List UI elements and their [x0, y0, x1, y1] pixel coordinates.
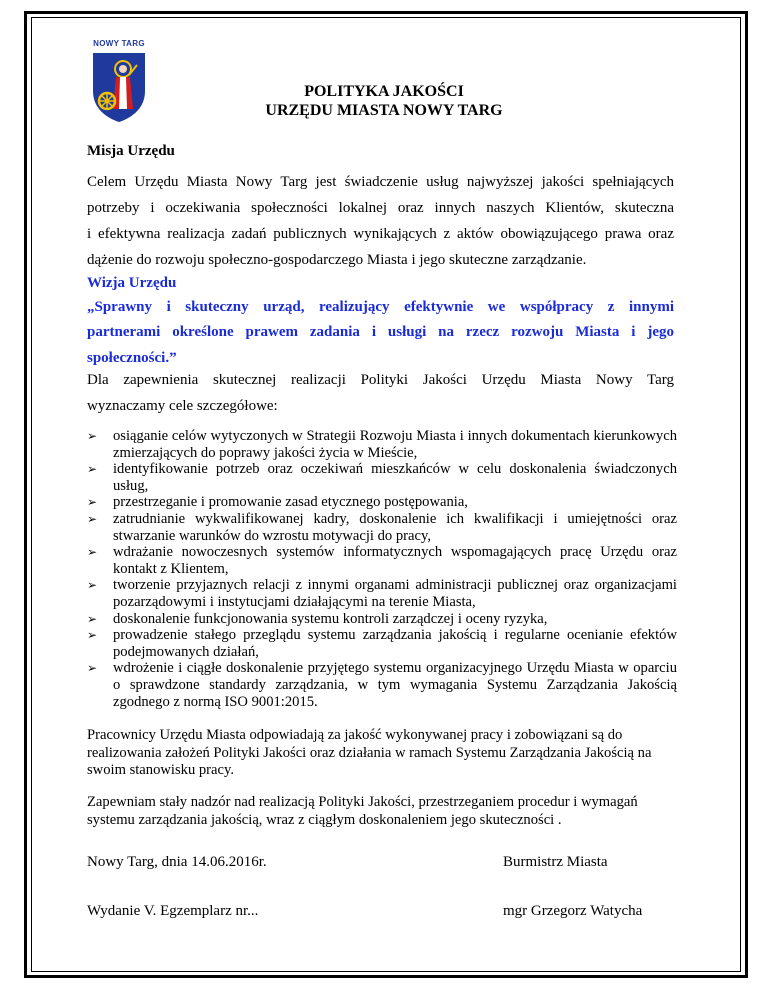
- vision-line: społeczności.”: [87, 350, 177, 366]
- goal-item: ➢ wdrażanie nowoczesnych systemów informatycznych wspomagających pracę Urzędu oraz kontakt z Klientem,: [87, 544, 677, 577]
- goal-item: ➢ prowadzenie stałego przeglądu systemu zarządzania jakością i regularne ocenianie efektów podejmowanych działań,: [87, 627, 677, 660]
- employees-paragraph: Pracownicy Urzędu Miasta odpowiadają za jakość wykonywanej pracy i zobowiązani są do realizowania założeń Polityki Jakości oraz działania w ramach Systemu Zarządzania Jakością na swoim stanowisku pracy.: [87, 727, 652, 778]
- goal-item: ➢ wdrożenie i ciągłe doskonalenie przyjętego systemu organizacyjnego Urzędu Miasta w oparciu o sprawdzone standardy zarządzania, w tym wymagania Systemu Zarządzania Jakością zgodnego z normą ISO 9001:2015.: [87, 660, 677, 710]
- goals-intro-line: wyznaczamy cele szczegółowe:: [87, 398, 278, 414]
- signatory-name: mgr Grzegorz Watycha: [503, 903, 643, 919]
- edition-copy-number: Wydanie V. Egzemplarz nr...: [87, 903, 259, 919]
- goal-item: ➢ przestrzeganie i promowanie zasad etycznego postępowania,: [87, 494, 677, 511]
- supervision-paragraph: Zapewniam stały nadzór nad realizacją Polityki Jakości, przestrzeganiem procedur i wymagań systemu zarządzania jakością, wraz z ciągłym doskonaleniem jego skuteczności .: [87, 794, 638, 828]
- goal-item: ➢ osiąganie celów wytyczonych w Strategii Rozwoju Miasta i innych dokumentach kierunkowych zmierzających do poprawy jakości życia w Mieście,: [87, 428, 677, 461]
- document-title-line1: POLITYKA JAKOŚCI: [304, 83, 464, 100]
- goal-item: ➢ doskonalenie funkcjonowania systemu kontroli zarządczej i oceny ryzyka,: [87, 611, 677, 628]
- signatory-position: Burmistrz Miasta: [503, 854, 608, 870]
- document-title-line2: URZĘDU MIASTA NOWY TARG: [265, 102, 503, 119]
- mission-line: potrzeby i oczekiwania społeczności lokalnej oraz innych naszych Klientów, skuteczna: [87, 200, 674, 216]
- vision-line: partnerami określone prawem zadania i usługi na rzecz rozwoju Miasta i jego: [87, 324, 674, 340]
- goal-item: ➢ zatrudnianie wykwalifikowanej kadry, doskonalenie ich kwalifikacji i umiejętności oraz stwarzanie warunków do wzrostu motywacji do pracy,: [87, 511, 677, 544]
- mission-line: Celem Urzędu Miasta Nowy Targ jest świadczenie usług najwyższej jakości spełniających: [87, 174, 674, 190]
- mission-line: dążenie do rozwoju społeczno-gospodarczego Miasta i jego skuteczne zarządzanie.: [87, 252, 587, 268]
- goals-list: [87, 428, 677, 710]
- goal-item: ➢ identyfikowanie potrzeb oraz oczekiwań mieszkańców w celu doskonalenia świadczonych usług,: [87, 461, 677, 494]
- place-date: Nowy Targ, dnia 14.06.2016r.: [87, 854, 267, 870]
- vision-line: „Sprawny i skuteczny urząd, realizujący efektywnie we współpracy z innymi: [87, 299, 674, 315]
- mission-line: i efektywna realizacja zadań publicznych wynikających z aktów obowiązującego prawa oraz: [87, 226, 674, 242]
- goals-intro-line: Dla zapewnienia skutecznej realizacji Polityki Jakości Urzędu Miasta Nowy Targ: [87, 372, 674, 388]
- vision-heading: Wizja Urzędu: [87, 275, 177, 291]
- logo-text: NOWY TARG: [93, 39, 145, 48]
- mission-heading: Misja Urzędu: [87, 143, 175, 159]
- goal-item: ➢ tworzenie przyjaznych relacji z innymi organami administracji publicznej oraz organizacjami pozarządowymi i instytucjami działającymi na terenie Miasta,: [87, 577, 677, 610]
